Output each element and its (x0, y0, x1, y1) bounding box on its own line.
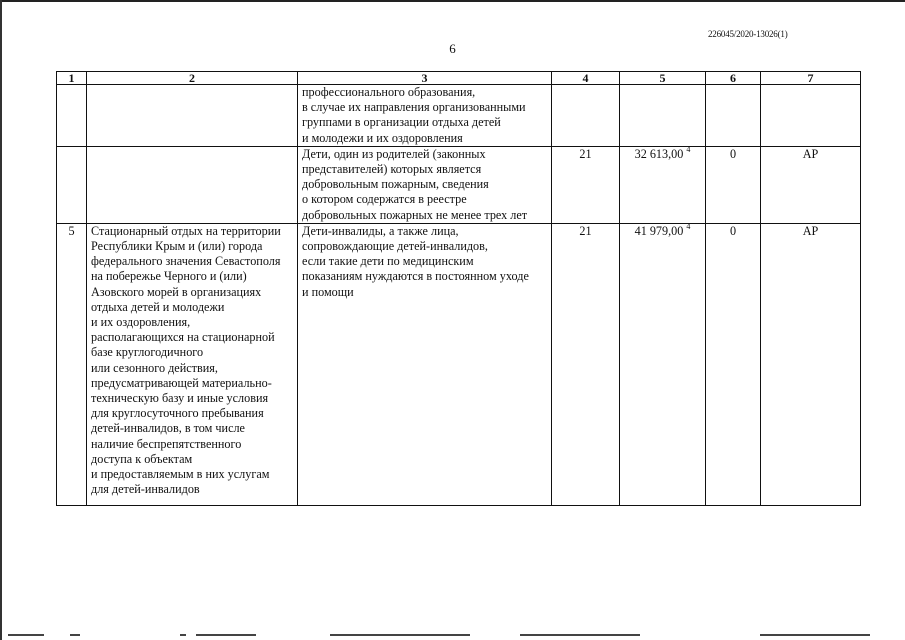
column-header-5: 5 (620, 72, 706, 85)
category-text: профессионального образования, в случае их направления организованными группами в организации отдыха детей и молодежи и их оздоровления (302, 85, 526, 145)
category-cell (298, 223, 552, 505)
row-number (57, 146, 87, 223)
category-cell (298, 146, 552, 223)
scan-edge-top (0, 0, 905, 2)
table-row (57, 85, 861, 147)
cost-value: 32 613,00 (634, 146, 684, 161)
table-row (57, 223, 861, 505)
service-cell (87, 85, 298, 147)
scan-mark (70, 634, 80, 636)
category-text: Дети-инвалиды, а также лица, сопровождающие детей-инвалидов, если такие дети по медицинским показаниям нуждаются в постоянном уходе и помощи (302, 223, 529, 299)
scan-mark (520, 634, 640, 636)
table-row (57, 146, 861, 223)
footnote-ref: 4 (686, 144, 691, 154)
document-number: 226045/2020-13026(1) (708, 29, 788, 39)
page-number: 6 (449, 41, 456, 56)
footnote-ref: 4 (686, 221, 691, 231)
days-cell: 21 (552, 223, 620, 505)
column-header-2: 2 (87, 72, 298, 85)
category-cell (298, 85, 552, 147)
service-text: Стационарный отдых на территории Республики Крым и (или) города федерального значения Севастополя на побережье Черного и (или) Азовского морей в организациях отдыха детей и молодежи и их оздоровления, располагающихся на стационарной базе круглогодичного или сезонного действия, предусматривающей материально- техническую базу и иные условия для круглосуточного пребывания детей-инвалидов, в том числе наличие беспрепятственного доступа к объектам и предоставляемым в них услугам для детей-инвалидов (91, 223, 281, 497)
code-cell (761, 85, 861, 147)
scan-mark (330, 634, 470, 636)
copay-cell: 0 (706, 223, 761, 505)
column-header-1: 1 (57, 72, 87, 85)
table-body (57, 85, 861, 506)
scan-artifacts-bottom (0, 634, 905, 640)
scan-mark (196, 634, 256, 636)
scan-mark (760, 634, 870, 636)
cost-value: 41 979,00 (634, 223, 684, 238)
category-text: Дети, один из родителей (законных представителей) которых является добровольным пожарным, сведения о котором содержатся в реестре добровольных пожарных не менее трех лет (302, 146, 528, 222)
column-header-4: 4 (552, 72, 620, 85)
header-row (57, 72, 861, 85)
scan-edge-left (0, 0, 2, 640)
code-cell: АР (761, 223, 861, 505)
service-cell (87, 223, 298, 505)
column-header-3: 3 (298, 72, 552, 85)
code-cell: АР (761, 146, 861, 223)
table-header (57, 72, 861, 85)
row-number (57, 85, 87, 147)
column-header-6: 6 (706, 72, 761, 85)
copay-cell (706, 85, 761, 147)
scan-mark (180, 634, 186, 636)
service-cell (87, 146, 298, 223)
scan-mark (8, 634, 44, 636)
row-number: 5 (57, 223, 87, 505)
column-header-7: 7 (761, 72, 861, 85)
benefits-table (56, 71, 861, 506)
cost-cell (620, 85, 706, 147)
cost-cell (620, 146, 706, 223)
days-cell (552, 85, 620, 147)
days-cell: 21 (552, 146, 620, 223)
cost-cell (620, 223, 706, 505)
copay-cell: 0 (706, 146, 761, 223)
